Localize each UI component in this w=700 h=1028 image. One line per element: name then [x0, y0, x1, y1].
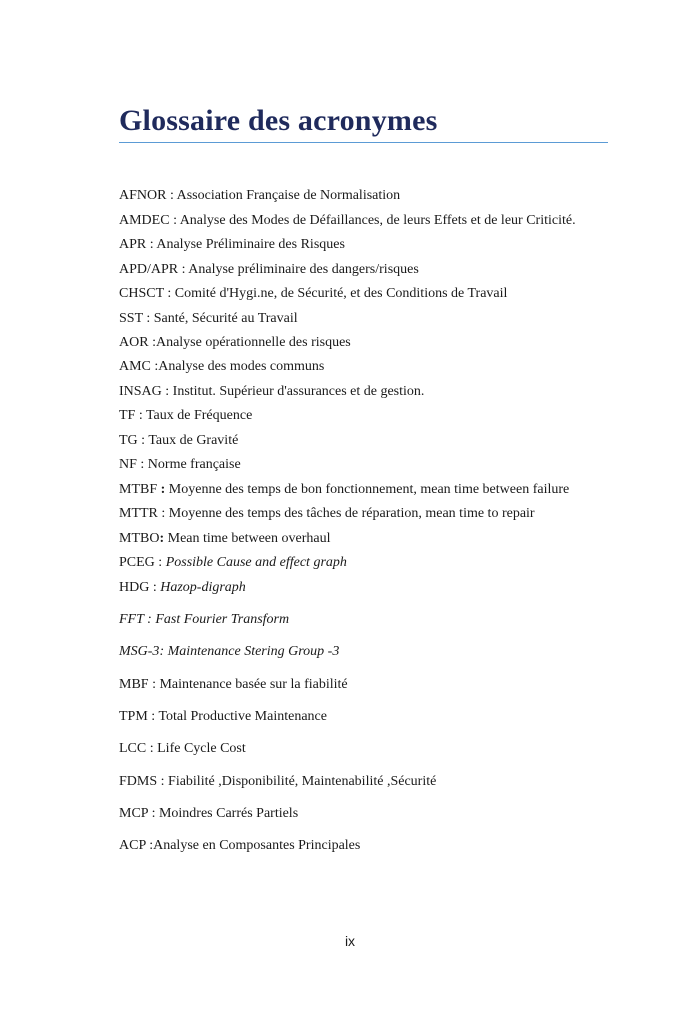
acronym-separator: : [154, 555, 166, 570]
acronym-separator: : [150, 359, 159, 374]
acronym-separator: : [166, 188, 177, 203]
acronym-definition: Analyse préliminaire des dangers/risques [188, 262, 419, 277]
acronym-term: PCEG [119, 555, 155, 570]
acronym-term: FFT [119, 612, 144, 627]
acronym-separator: : [178, 262, 189, 277]
acronym-definition: Analyse des Modes de Défaillances, de leurs Effets et de leur Criticité. [179, 213, 576, 228]
acronym-definition: Life Cycle Cost [157, 741, 246, 756]
acronym-separator: : [143, 612, 156, 627]
acronym-separator: : [147, 709, 159, 724]
acronym-term: MTBO [119, 531, 160, 546]
acronym-separator: : [148, 335, 156, 350]
acronym-entry-mttr [119, 504, 535, 524]
acronym-term: APD/APR [119, 262, 179, 277]
acronym-separator: : [146, 741, 158, 756]
acronym-separator: : [148, 677, 160, 692]
acronym-entry-amc [119, 357, 324, 377]
acronym-entry-chsct [119, 284, 507, 304]
acronym-definition: Maintenance basée sur la fiabilité [159, 677, 348, 692]
acronym-entry-afnor [119, 186, 400, 206]
acronym-term: MBF [119, 677, 149, 692]
acronym-term: TPM [119, 709, 148, 724]
acronym-term: FDMS [119, 774, 158, 789]
acronym-definition: Analyse en Composantes Principales [153, 838, 361, 853]
acronym-entry-lcc [119, 739, 246, 759]
acronym-entry-hdg [119, 578, 246, 598]
acronym-definition: Moyenne des temps des tâches de réparation, mean time to repair [168, 506, 535, 521]
acronym-definition: Fast Fourier Transform [155, 612, 290, 627]
acronym-separator: : [159, 531, 168, 546]
acronym-definition: Fiabilité ,Disponibilité, Maintenabilité ,Sécurité [168, 774, 437, 789]
acronym-term: LCC [119, 741, 147, 756]
acronym-separator: : [157, 774, 169, 789]
acronym-entry-mbf [119, 675, 348, 695]
acronym-term: MTBF [119, 482, 158, 497]
acronym-definition: Institut. Supérieur d'assurances et de gestion. [172, 384, 425, 399]
acronym-separator: : [135, 408, 146, 423]
acronym-definition: Analyse opérationnelle des risques [155, 335, 351, 350]
acronym-term: APR [119, 237, 147, 252]
acronym-definition: Moyenne des temps de bon fonctionnement, mean time between failure [168, 482, 570, 497]
acronym-entry-mtbo [119, 529, 331, 549]
acronym-separator: : [136, 457, 148, 472]
acronym-definition: Comité d'Hygi.ne, de Sécurité, et des Conditions de Travail [174, 286, 508, 301]
acronym-term: AFNOR [119, 188, 167, 203]
acronym-entry-apr [119, 235, 345, 255]
acronym-separator: : [163, 286, 175, 301]
acronym-entry-fdms [119, 772, 436, 792]
acronym-term: INSAG [119, 384, 162, 399]
acronym-entry-pceg [119, 553, 347, 573]
acronym-entry-amdec [119, 211, 576, 231]
acronym-term: TG [119, 433, 138, 448]
acronym-term: AMC [119, 359, 151, 374]
acronym-term: ACP [119, 838, 146, 853]
acronym-entry-mcp [119, 804, 298, 824]
acronym-term: TF [119, 408, 136, 423]
acronym-entry-sst [119, 309, 298, 329]
acronym-separator: : [157, 482, 169, 497]
acronym-definition: Santé, Sécurité au Travail [153, 311, 298, 326]
acronym-entry-tf [119, 406, 252, 426]
acronym-definition: Hazop-digraph [160, 580, 246, 595]
acronym-separator: : [148, 806, 159, 821]
page-title: Glossaire des acronymes [119, 104, 438, 137]
acronym-entry-nf [119, 455, 241, 475]
acronym-term: HDG [119, 580, 150, 595]
acronym-definition: Maintenance Stering Group -3 [167, 644, 340, 659]
acronym-entry-mtbf [119, 480, 569, 500]
acronym-entry-insag [119, 382, 424, 402]
acronym-entry-acp [119, 836, 360, 856]
acronym-term: AOR [119, 335, 149, 350]
acronym-separator: : [137, 433, 149, 448]
acronym-separator: : [146, 237, 157, 252]
acronym-definition: Taux de Fréquence [145, 408, 253, 423]
acronym-separator: : [142, 311, 154, 326]
acronym-definition: Mean time between overhaul [167, 531, 331, 546]
acronym-entry-apd-apr [119, 260, 419, 280]
acronym-term: SST [119, 311, 143, 326]
acronym-entry-aor [119, 333, 351, 353]
acronym-term: NF [119, 457, 137, 472]
acronym-separator: : [161, 384, 173, 399]
acronym-separator: : [159, 644, 168, 659]
acronym-term: MSG-3 [119, 644, 160, 659]
acronym-separator: : [169, 213, 180, 228]
page-number: ix [344, 933, 356, 949]
acronym-definition: Association Française de Normalisation [176, 188, 401, 203]
title-underline [119, 142, 608, 143]
acronym-entry-tpm [119, 707, 327, 727]
acronym-definition: Total Productive Maintenance [158, 709, 327, 724]
acronym-separator: : [149, 580, 161, 595]
acronym-term: MCP [119, 806, 149, 821]
acronym-term: MTTR [119, 506, 158, 521]
acronym-separator: : [157, 506, 169, 521]
acronym-entry-msg-3 [119, 642, 339, 662]
acronym-definition: Taux de Gravité [148, 433, 239, 448]
acronym-definition: Possible Cause and effect graph [165, 555, 347, 570]
acronym-definition: Moindres Carrés Partiels [158, 806, 299, 821]
acronym-entry-tg [119, 431, 238, 451]
acronym-separator: : [145, 838, 154, 853]
acronym-definition: Analyse Préliminaire des Risques [156, 237, 345, 252]
acronym-definition: Analyse des modes communs [158, 359, 325, 374]
acronym-definition: Norme française [147, 457, 241, 472]
acronym-term: AMDEC [119, 213, 170, 228]
acronym-entry-fft [119, 610, 289, 630]
acronym-term: CHSCT [119, 286, 164, 301]
